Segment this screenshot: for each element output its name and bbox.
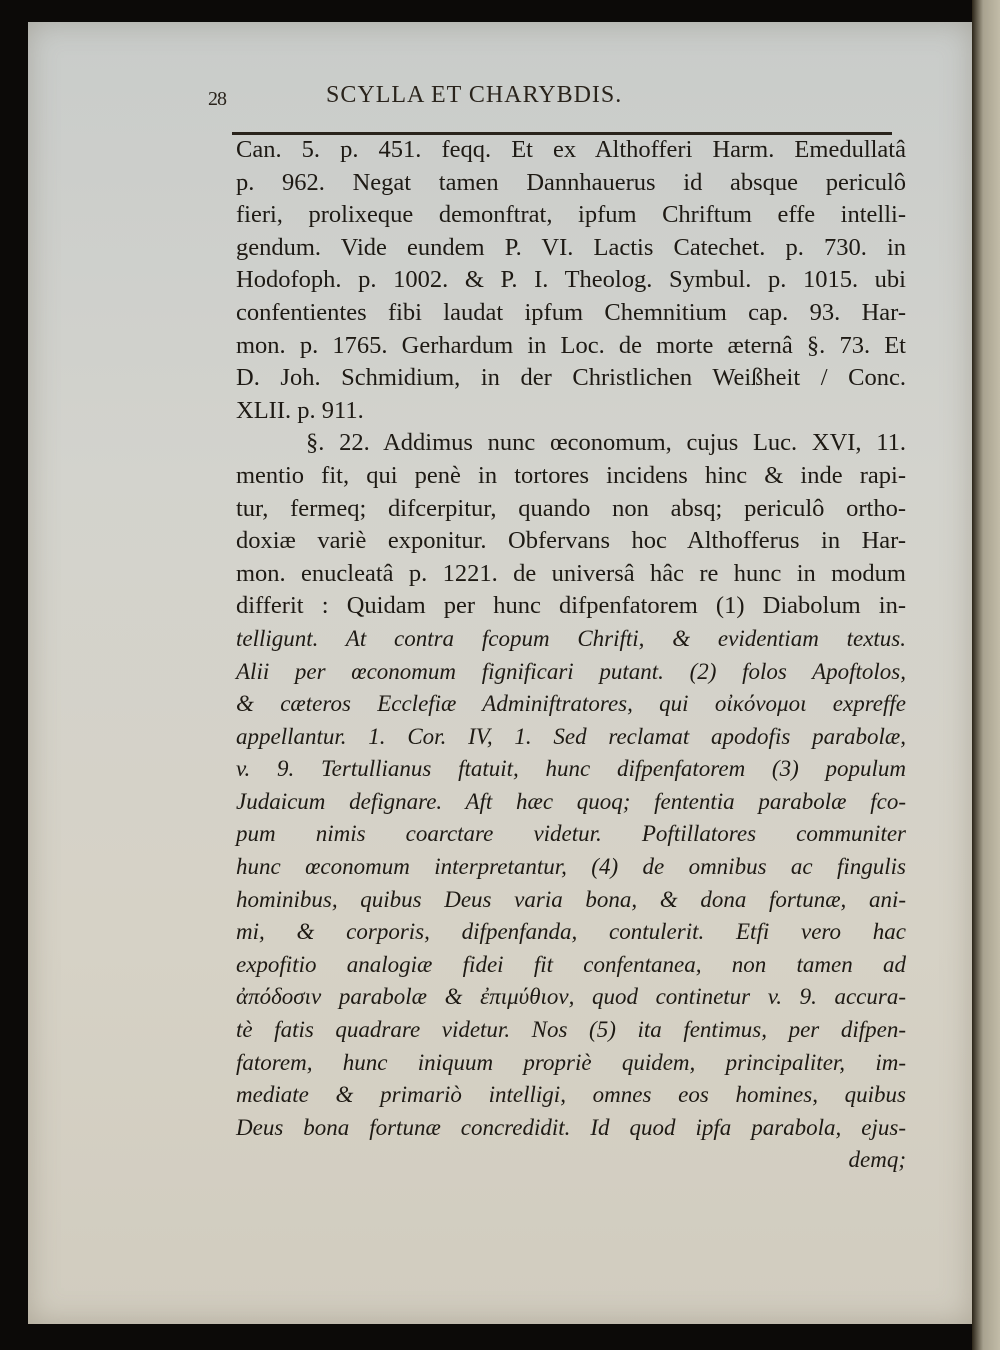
text-line: doxiæ variè exponitur. Obfervans hoc Althofferus in Har- xyxy=(236,527,906,555)
text-line: mediate & primariò intelligi, omnes eos homines, quibus xyxy=(236,1082,906,1108)
paragraph-start-line: §. 22. Addimus nunc œconomum, cujus Luc. XVI, 11. xyxy=(306,429,906,457)
text-line: gendum. Vide eundem P. VI. Lactis Catechet. p. 730. in xyxy=(236,233,906,261)
page-edge-shadow xyxy=(972,0,1000,1350)
text-line: hominibus, quibus Deus varia bona, & dona fortunæ, ani- xyxy=(236,886,906,912)
text-line: Can. 5. p. 451. feqq. Et ex Althofferi Harm. Emedullatâ xyxy=(236,136,906,163)
text-line: tè fatis quadrare videtur. Nos (5) ita fentimus, per difpen- xyxy=(236,1017,906,1043)
text-line: mentio fit, qui penè in tortores incidens hinc & inde rapi- xyxy=(236,461,906,489)
text-line: v. 9. Tertullianus ftatuit, hunc difpenfatorem (3) populum xyxy=(236,756,906,782)
catchword: demq; xyxy=(848,1147,906,1173)
text-line: differit : Quidam per hunc difpenfatorem (1) Diabolum in- xyxy=(236,592,906,620)
text-line: appellantur. 1. Cor. IV, 1. Sed reclamat apodofis parabolæ, xyxy=(236,723,906,749)
running-head: SCYLLA ET CHARYBDIS. xyxy=(326,82,623,108)
text-line: p. 962. Negat tamen Dannhauerus id absque periculô xyxy=(236,168,906,196)
text-line: telligunt. At contra fcopum Chrifti, & evidentiam textus. xyxy=(236,625,906,651)
text-line: Hodofoph. p. 1002. & P. I. Theolog. Symbul. p. 1015. ubi xyxy=(236,266,906,294)
text-line: Deus bona fortunæ concredidit. Id quod ipfa parabola, ejus- xyxy=(236,1114,906,1140)
text-line: Judaicum defignare. Aft hæc quoq; fententia parabolæ fco- xyxy=(236,788,906,814)
italic-quotation xyxy=(236,623,906,1177)
text-line: fieri, prolixeque demonftrat, ipfum Chriftum effe intelli- xyxy=(236,201,906,229)
text-line: mi, & corporis, difpenfanda, contulerit. Etfi vero hac xyxy=(236,919,906,945)
text-line: hunc œconomum interpretantur, (4) de omnibus ac fingulis xyxy=(236,854,906,880)
text-line: & cæteros Ecclefiæ Adminiftratores, qui οἰκόνομοι expreffe xyxy=(236,691,906,717)
text-line: Alii per œconomum fignificari putant. (2) folos Apoftolos, xyxy=(236,658,906,684)
text-line: pum nimis coarctare videtur. Poftillatores communiter xyxy=(236,821,906,847)
body-text xyxy=(236,134,906,1177)
text-line: mon. p. 1765. Gerhardum in Loc. de morte æternâ §. 73. Et xyxy=(236,331,906,359)
text-line: ἀπόδοσιν parabolæ & ἐπιμύθιον, quod continetur v. 9. accura- xyxy=(236,984,906,1010)
text-line: mon. enucleatâ p. 1221. de universâ hâc re hunc in modum xyxy=(236,559,906,587)
text-line: tur, fermeq; difcerpitur, quando non absq; periculô ortho- xyxy=(236,494,906,522)
page-number: 28 xyxy=(208,88,226,110)
text-line: D. Joh. Schmidium, in der Christlichen Weißheit / Conc. xyxy=(236,364,906,392)
text-line: confentientes fibi laudat ipfum Chemnitium cap. 93. Har- xyxy=(236,298,906,326)
text-line: expofitio analogiæ fidei fit confentanea, non tamen ad xyxy=(236,951,906,977)
text-line: fatorem, hunc iniquum propriè quidem, principaliter, im- xyxy=(236,1049,906,1075)
page-header xyxy=(208,82,888,122)
text-line: XLII. p. 911. xyxy=(236,396,364,424)
